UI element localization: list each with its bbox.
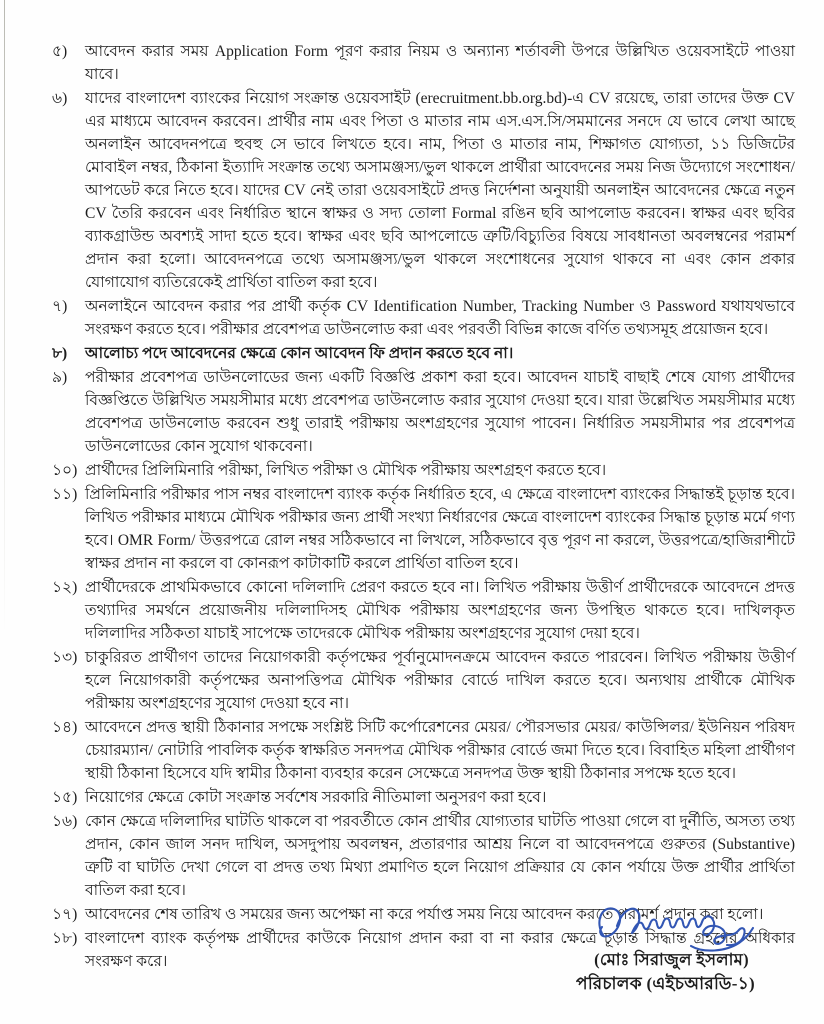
item-number: ১৭) [52, 906, 78, 923]
item-text: যাদের বাংলাদেশ ব্যাংকের নিয়োগ সংক্রান্ত ওয়েবসাইট (erecruitment.bb.org.bd)-এ CV রয়েছে, তারা তাদের উক্ত CV এর মাধ্যমে আবেদন করবেন। প্রার্থীর নাম এবং পিতা ও মাতার নাম এস.এস.সি/সমমানের সনদে যে ভাবে লেখা আছে অনলাইন আবেদনপত্রে হুবহু সে ভাবে লিখতে হবে। নাম, পিতা ও মাতার নাম, শিক্ষাগত যোগ্যতা, ১১ ডিজিটের মোবাইল নম্বর, ঠিকানা ইত্যাদি সংক্রান্ত তথ্যে অসামঞ্জস্য/ভুল থাকলে প্রার্থীরা আবেদনের সময় নিজ উদ্যোগে সংশোধন/আপডেট করে নিতে হবে। যাদের CV নেই তারা ওয়েবসাইটে প্রদত্ত নির্দেশনা অনুযায়ী অনলাইন আবেদনের ক্ষেত্রে নতুন CV তৈরি করবেন এবং নির্ধারিত স্থানে স্বাক্ষর ও সদ্য তোলা Formal রঙিন ছবি আপলোড করবেন। স্বাক্ষর এবং ছবির ব্যাকগ্রাউন্ড অবশ্যই সাদা হতে হবে। স্বাক্ষর এবং ছবি আপলোডে ত্রুটি/বিচ্যুতির বিষয়ে সাবধানতা অবলম্বনের পরামর্শ প্রদান করা হলো। আবেদনপত্রে তথ্যে অসামঞ্জস্য/ভুল থাকলে সংশোধনের সুযোগ থাকবে না এবং কোন প্রকার যোগাযোগ ব্যতিরেকেই প্রার্থিতা বাতিল করা হবে। [85, 90, 795, 291]
signature-icon [587, 893, 777, 955]
item-text: আবেদন করার সময় Application Form পূরণ করার নিয়ম ও অন্যান্য শর্তাবলী উপরে উল্লিখিত ওয়েবসাইটে পাওয়া যাবে। [85, 43, 795, 83]
list-item [52, 716, 795, 785]
list-item [52, 40, 795, 86]
conditions-list [52, 40, 795, 974]
item-text: আলোচ্য পদে আবেদনের ক্ষেত্রে কোন আবেদন ফি প্রদান করতে হবে না। [85, 345, 514, 362]
signatory-name: (মোঃ সিরাজুল ইসলাম) [594, 950, 749, 969]
item-text: বাংলাদেশ ব্যাংক কর্তৃপক্ষ প্রার্থীদের কাউকে নিয়োগ প্রদান করা বা না করার ক্ষেত্রে চূড়ান্ত সিদ্ধান্ত গ্রহণের অধিকার সংরক্ষণ করে। [85, 930, 795, 970]
item-text: প্রার্থীদেরকে প্রাথমিকভাবে কোনো দলিলাদি প্রেরণ করতে হবে না। লিখিত পরীক্ষায় উত্তীর্ণ প্রার্থীদেরকে আবেদনে প্রদত্ত তথ্যাদির সমর্থনে প্রয়োজনীয় দলিলাদিসহ মৌখিক পরীক্ষায় অংশগ্রহণের জন্য উপস্থিত থাকতে হবে। দাখিলকৃত দলিলাদির সঠিকতা যাচাই সাপেক্ষে তাদেরকে মৌখিক পরীক্ষায় অংশগ্রহণের সুযোগ দেয়া হবে। [85, 579, 795, 642]
item-number: ১৬) [52, 813, 78, 830]
item-text: চাকুরিরত প্রার্থীগণ তাদের নিয়োগকারী কর্তৃপক্ষের পূর্বানুমোদনক্রমে আবেদন করতে পারবেন। লিখিত পরীক্ষায় উত্তীর্ণ হলে নিয়োগকারী কর্তৃপক্ষের অনাপত্তিপত্র মৌখিক পরীক্ষার বোর্ডে দাখিল করতে হবে। অন্যথায় প্রার্থীকে মৌখিক পরীক্ষায় অংশগ্রহণের সুযোগ দেওয়া হবে না। [85, 649, 795, 712]
item-text: আবেদনে প্রদত্ত স্থায়ী ঠিকানার সপক্ষে সংশ্লিষ্ট সিটি কর্পোরেশনের মেয়র/ পৌরসভার মেয়র/ কাউন্সিলর/ ইউনিয়ন পরিষদ চেয়ারম্যান/ নোটারি পাবলিক কর্তৃক স্বাক্ষরিত সনদপত্র মৌখিক পরীক্ষার বোর্ডে জমা দিতে হবে। বিবাহিত মহিলা প্রার্থীগণ স্থায়ী ঠিকানা হিসেবে যদি স্বামীর ঠিকানা ব্যবহার করেন সেক্ষেত্রে সনদপত্র উক্ত স্থায়ী ঠিকানার সপক্ষে হতে হবে। [85, 719, 795, 782]
item-number: ৫) [52, 43, 68, 60]
item-text: পরীক্ষার প্রবেশপত্র ডাউনলোডের জন্য একটি বিজ্ঞপ্তি প্রকাশ করা হবে। আবেদন যাচাই বাছাই শেষে যোগ্য প্রার্থীদের বিজ্ঞপ্তিতে উল্লিখিত সময়সীমার মধ্যে প্রবেশপত্র ডাউনলোড করার সুযোগ দেওয়া হবে। যারা উল্লেখিত সময়সীমার মধ্যে প্রবেশপত্র ডাউনলোড করবেন শুধু তারাই পরীক্ষায় অংশগ্রহণের সুযোগ পাবেন। নির্ধারিত সময়সীমার পর প্রবেশপত্র ডাউনলোডের কোন সুযোগ থাকবেনা। [85, 369, 795, 455]
list-item [52, 295, 795, 341]
list-item [52, 483, 795, 575]
item-number: ৮) [52, 345, 68, 362]
signature-block [549, 893, 794, 997]
list-item [52, 87, 795, 294]
scan-edge-line [4, 0, 5, 635]
list-item [52, 366, 795, 458]
item-text: নিয়োগের ক্ষেত্রে কোটা সংক্রান্ত সর্বশেষ সরকারি নীতিমালা অনুসরণ করা হবে। [85, 789, 547, 806]
item-number: ১০) [52, 462, 78, 479]
item-text: অনলাইনে আবেদন করার পর প্রার্থী কর্তৃক CV Identification Number, Tracking Number ও Password যথাযথভাবে সংরক্ষণ করতে হবে। পরীক্ষার প্রবেশপত্র ডাউনলোড করা এবং পরবর্তী বিভিন্ন কাজে বর্ণিত তথ্যসমূহ প্রয়োজন হবে। [85, 298, 795, 338]
signatory-title: পরিচালক (এইচআরডি-১) [576, 974, 755, 993]
list-item [52, 646, 795, 715]
list-item [52, 459, 795, 482]
item-number: ১৩) [52, 649, 78, 666]
item-number: ১১) [52, 486, 78, 503]
item-number: ১৪) [52, 719, 78, 736]
list-item [52, 342, 795, 365]
item-number: ১৮) [52, 930, 78, 947]
item-number: ৬) [52, 90, 68, 107]
item-text: কোন ক্ষেত্রে দলিলাদির ঘাটতি থাকলে বা পরবর্তীতে কোন প্রার্থীর যোগ্যতার ঘাটতি পাওয়া গেলে বা দুর্নীতি, অসত্য তথ্য প্রদান, কোন জাল সনদ দাখিল, অসদুপায় অবলম্বন, প্রতারণার আশ্রয় নিলে বা আবেদনপত্রে গুরুতর (Substantive) ত্রুটি বা ঘাটতি দেখা গেলে বা প্রদত্ত তথ্য মিথ্যা প্রমাণিত হলে নিয়োগ প্রক্রিয়ার যে কোন পর্যায়ে উক্ত প্রার্থীর প্রার্থিতা বাতিল করা হবে। [85, 813, 795, 899]
item-number: ১২) [52, 579, 78, 596]
item-number: ১৫) [52, 789, 78, 806]
item-text: আবেদনের শেষ তারিখ ও সময়ের জন্য অপেক্ষা না করে পর্যাপ্ত সময় নিয়ে আবেদন করতে পরামর্শ প্রদান করা হলো। [85, 906, 764, 923]
item-number: ৭) [52, 298, 68, 315]
list-item [52, 810, 795, 902]
list-item [52, 786, 795, 809]
item-number: ৯) [52, 369, 68, 386]
item-text: প্রার্থীদের প্রিলিমিনারি পরীক্ষা, লিখিত পরীক্ষা ও মৌখিক পরীক্ষায় অংশগ্রহণ করতে হবে। [85, 462, 607, 479]
list-item [52, 576, 795, 645]
item-text: প্রিলিমিনারি পরীক্ষার পাস নম্বর বাংলাদেশ ব্যাংক কর্তৃক নির্ধারিত হবে, এ ক্ষেত্রে বাংলাদেশ ব্যাংকের সিদ্ধান্তই চূড়ান্ত হবে। লিখিত পরীক্ষার মাধ্যমে মৌখিক পরীক্ষার জন্য প্রার্থী সংখ্যা নির্ধারণের ক্ষেত্রে বাংলাদেশ ব্যাংকের সিদ্ধান্ত চূড়ান্ত মর্মে গণ্য হবে। OMR Form/ উত্তরপত্রে রোল নম্বর সঠিকভাবে না লিখলে, সঠিকভাবে বৃত্ত পূরণ না করলে, উত্তরপত্রে/হাজিরাশীটে স্বাক্ষর প্রদান না করলে বা কোনরূপ কাটাকাটি করলে প্রার্থিতা বাতিল হবে। [85, 486, 795, 572]
